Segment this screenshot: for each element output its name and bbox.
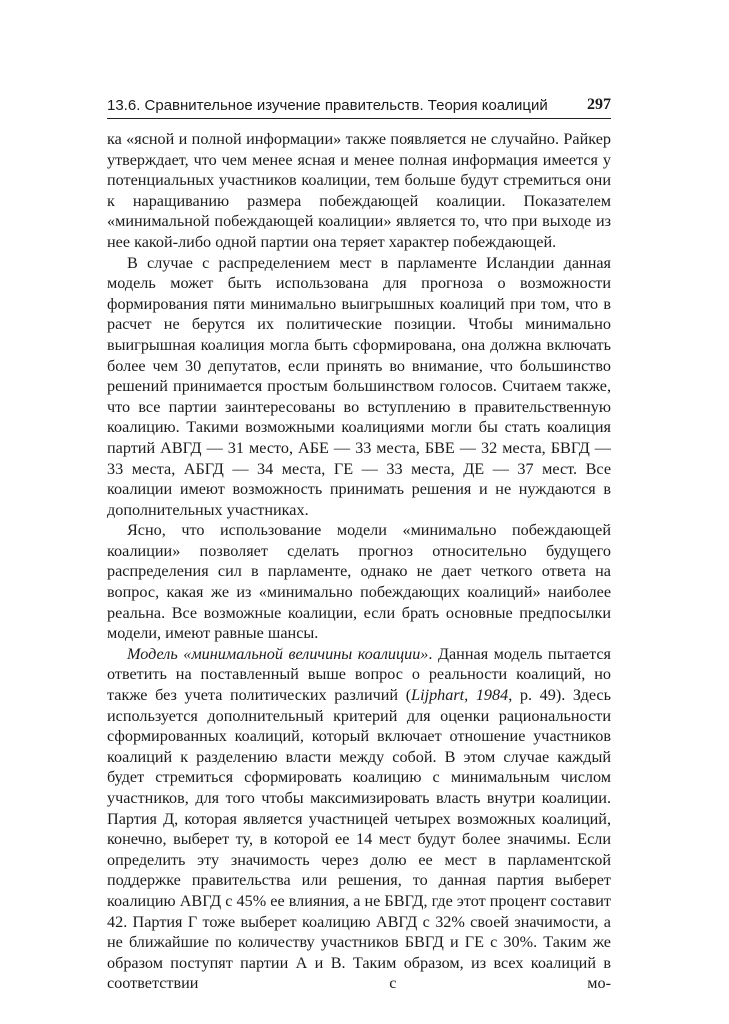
running-head-title: 13.6. Сравнительное изучение правительств. Теория коалиций <box>107 97 548 114</box>
paragraph-1: ка «ясной и полной информации» также появляется не случайно. Райкер утверждает, что чем менее ясная и менее полная информация имеется у потенциальных участников коалиции, тем больше будут стремиться они к наращиванию размера побеждающей коалиции. Показателем «минимальной побеждающей коалиции» является то, что при выходе из нее какой-либо одной партии она теряет характер побеждающей. <box>107 130 611 251</box>
page-number: 297 <box>587 96 611 113</box>
paragraph-2: В случае с распределением мест в парламенте Исландии данная модель может быть использована для прогноза о возможности формирования пяти минимально выигрышных коалиций при том, что в расчет не берутся их политические позиции. Чтобы минимально выигрышная коалиция могла быть сформирована, она должна включать более чем 30 депутатов, если принять во внимание, что большинство решений принимается простым большинством голосов. Считаем также, что все партии заинтересованы во вступлению в правительственную коалицию. Такими возможными коалициями могли бы стать коалиция партий АВГД — 31 место, АБЕ — 33 места, БВЕ — 32 места, БВГД — 33 места, АБГД — 34 места, ГЕ — 33 места, ДЕ — 37 мест. Все коалиции имеют возможность принимать решения и не нуждаются в дополнительных участниках. <box>107 253 611 519</box>
running-head <box>107 90 611 114</box>
paragraph-4-text-a: . Данная модель пытается ответить на поставленный выше вопрос о реальности коалиций, но также без учета политических различий ( <box>107 644 611 705</box>
paragraph-3: Ясно, что использование модели «минимально побеждающей коалиции» позволяет сделать прогноз относительно будущего распределения сил в парламенте, однако не дает четкого ответа на вопрос, какая же из «минимально побеждающих коалиций» наиболее реальна. Все возможные коалиции, если брать основные предпосылки модели, имеют равные шансы. <box>107 521 611 643</box>
body-text <box>107 129 611 994</box>
model-name-italic: Модель «минимальной величины коалиции» <box>127 644 429 663</box>
header-rule <box>107 118 611 119</box>
paragraph-4 <box>107 644 611 994</box>
book-page <box>107 0 611 1024</box>
citation-author: Lijphart, 1984 <box>411 686 509 705</box>
paragraph-4-text-b: , p. 49). Здесь используется дополнительный критерий для оценки рациональности сформированных коалиций, который включает отношение участников коалиций к разделению власти между собой. В этом случае каждый будет стремиться сформировать коалицию с минимальным числом участников, для того чтобы максимизировать власть внутри коалиции. Партия Д, которая является участницей четырех возможных коалиций, конечно, выберет ту, в которой ее 14 мест будут более значимы. Если определить эту значимость через долю ее мест в парламентской поддержке правительства или решения, то данная партия выберет коалицию АВГД с 45% ее влияния, а не БВГД, где этот процент составит 42. Партия Г тоже выберет коалицию АВГД с 32% своей значимости, а не ближайшие по количеству участников БВГД и ГЕ с 30%. Таким же образом поступят партии А и В. Таким образом, из всех коалиций в соответствии с мо- <box>107 686 611 993</box>
